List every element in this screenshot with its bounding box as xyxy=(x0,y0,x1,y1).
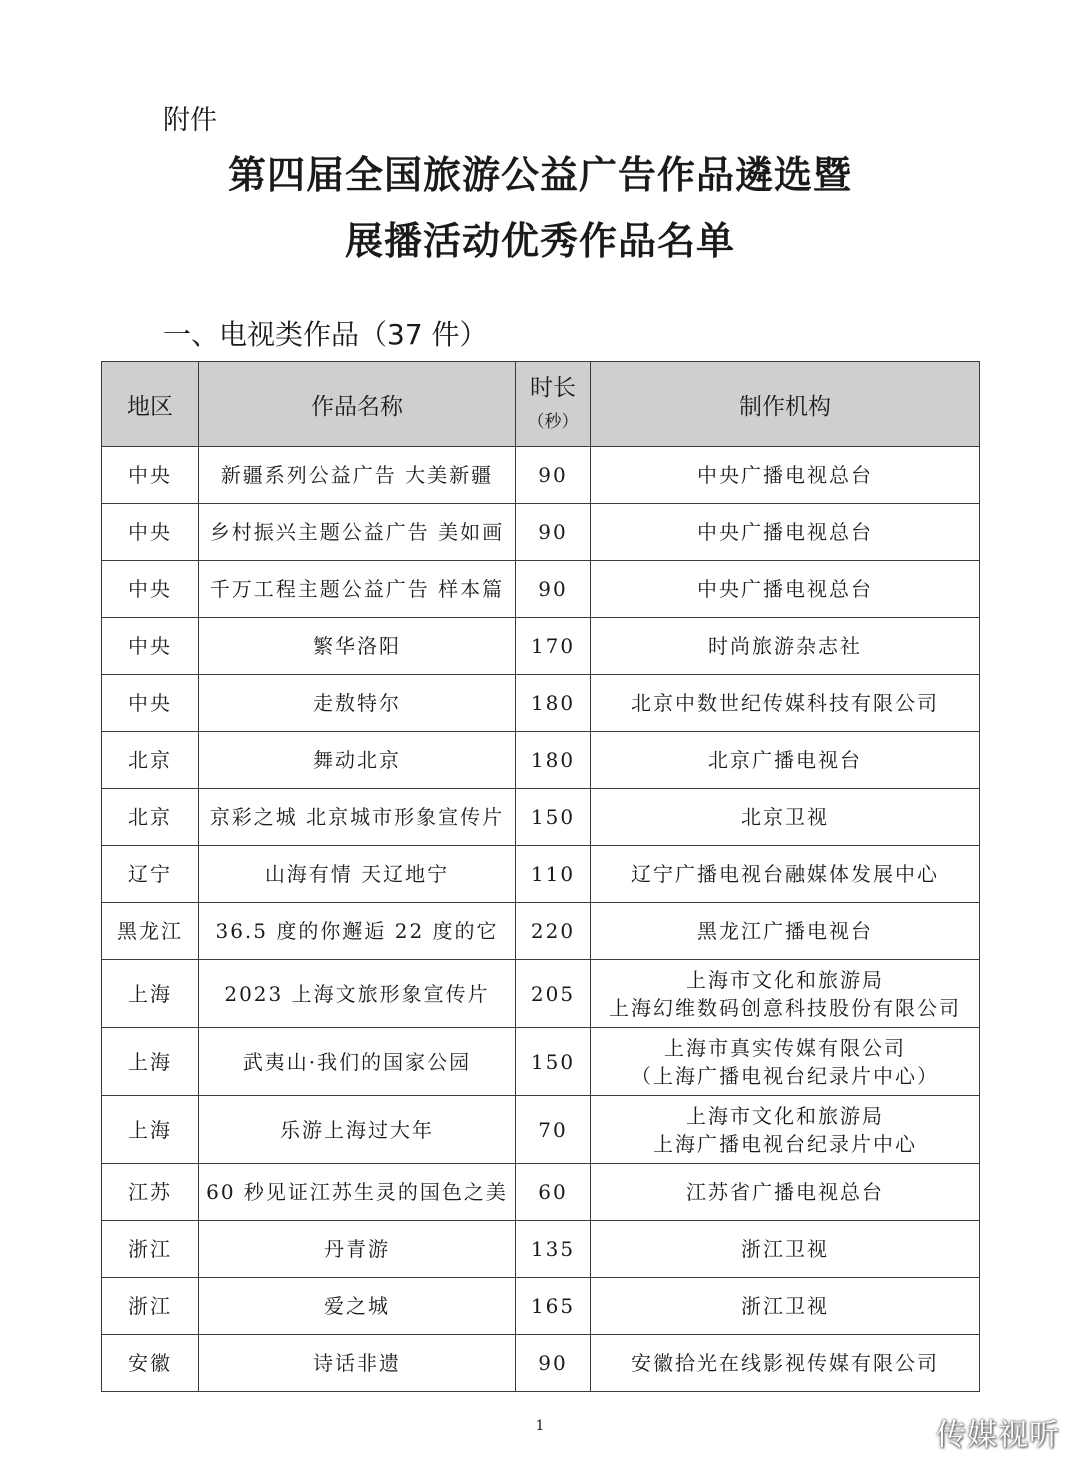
table-row xyxy=(102,447,980,504)
cell-name: 爱之城 xyxy=(199,1278,516,1335)
cell-org-line: 安徽拾光在线影视传媒有限公司 xyxy=(631,1351,939,1375)
cell-name: 36.5 度的你邂逅 22 度的它 xyxy=(199,903,516,960)
cell-org xyxy=(591,732,980,789)
cell-org xyxy=(591,1028,980,1096)
cell-region: 辽宁 xyxy=(102,846,199,903)
cell-duration: 150 xyxy=(516,1028,591,1096)
cell-org-line: 上海广播电视台纪录片中心 xyxy=(653,1131,917,1156)
cell-duration: 90 xyxy=(516,447,591,504)
header-duration-label: 时长 xyxy=(530,375,576,401)
cell-org xyxy=(591,1221,980,1278)
cell-duration: 60 xyxy=(516,1164,591,1221)
table-row xyxy=(102,1335,980,1392)
cell-org-line: 上海市文化和旅游局 xyxy=(686,967,884,992)
cell-name: 舞动北京 xyxy=(199,732,516,789)
cell-duration: 180 xyxy=(516,675,591,732)
cell-duration: 205 xyxy=(516,960,591,1028)
cell-name: 丹青游 xyxy=(199,1221,516,1278)
table-row xyxy=(102,789,980,846)
table-row xyxy=(102,960,980,1028)
header-name: 作品名称 xyxy=(199,362,516,447)
table-row xyxy=(102,1278,980,1335)
cell-org-line: 江苏省广播电视总台 xyxy=(686,1180,884,1204)
table-row xyxy=(102,1028,980,1096)
cell-name: 武夷山·我们的国家公园 xyxy=(199,1028,516,1096)
table-row xyxy=(102,1164,980,1221)
cell-name: 乡村振兴主题公益广告 美如画 xyxy=(199,504,516,561)
cell-org xyxy=(591,1278,980,1335)
cell-org xyxy=(591,618,980,675)
cell-duration: 165 xyxy=(516,1278,591,1335)
cell-org xyxy=(591,1164,980,1221)
cell-org-line: 上海幻维数码创意科技股份有限公司 xyxy=(609,995,961,1020)
table-row xyxy=(102,504,980,561)
cell-name: 千万工程主题公益广告 样本篇 xyxy=(199,561,516,618)
cell-org-line: 中央广播电视总台 xyxy=(697,463,873,487)
cell-org-line: 北京中数世纪传媒科技有限公司 xyxy=(631,691,939,715)
cell-org xyxy=(591,789,980,846)
cell-org-line: 上海市真实传媒有限公司 xyxy=(664,1035,906,1060)
cell-duration: 150 xyxy=(516,789,591,846)
document-title-line-1: 第四届全国旅游公益广告作品遴选暨 xyxy=(227,152,852,197)
cell-org xyxy=(591,1335,980,1392)
document-title-line-2: 展播活动优秀作品名单 xyxy=(344,218,735,263)
cell-region: 安徽 xyxy=(102,1335,199,1392)
cell-duration: 135 xyxy=(516,1221,591,1278)
cell-duration: 220 xyxy=(516,903,591,960)
cell-region: 浙江 xyxy=(102,1221,199,1278)
cell-org-line: 辽宁广播电视台融媒体发展中心 xyxy=(631,862,939,886)
attachment-label: 附件 xyxy=(163,105,217,136)
page-number: 1 xyxy=(535,1418,545,1434)
table-row xyxy=(102,903,980,960)
cell-org xyxy=(591,675,980,732)
cell-org-line: 北京卫视 xyxy=(741,805,829,829)
cell-region: 上海 xyxy=(102,1028,199,1096)
cell-org-line: 黑龙江广播电视台 xyxy=(697,919,873,943)
cell-name: 繁华洛阳 xyxy=(199,618,516,675)
cell-org xyxy=(591,504,980,561)
watermark: 传媒视听 xyxy=(936,1418,1060,1453)
cell-region: 北京 xyxy=(102,789,199,846)
cell-name: 乐游上海过大年 xyxy=(199,1096,516,1164)
cell-org xyxy=(591,1096,980,1164)
cell-name: 山海有情 天辽地宁 xyxy=(199,846,516,903)
cell-name: 新疆系列公益广告 大美新疆 xyxy=(199,447,516,504)
cell-org-line: （上海广播电视台纪录片中心） xyxy=(631,1063,939,1088)
table-row xyxy=(102,618,980,675)
cell-region: 中央 xyxy=(102,561,199,618)
cell-region: 上海 xyxy=(102,1096,199,1164)
table-row xyxy=(102,675,980,732)
cell-region: 中央 xyxy=(102,504,199,561)
cell-org-line: 上海市文化和旅游局 xyxy=(686,1103,884,1128)
cell-name: 2023 上海文旅形象宣传片 xyxy=(199,960,516,1028)
cell-region: 江苏 xyxy=(102,1164,199,1221)
header-duration-unit: （秒） xyxy=(527,412,579,432)
cell-org xyxy=(591,846,980,903)
header-org: 制作机构 xyxy=(591,362,980,447)
cell-org-line: 浙江卫视 xyxy=(741,1294,829,1318)
section-heading: 一、电视类作品（37 件） xyxy=(163,318,488,351)
cell-region: 中央 xyxy=(102,447,199,504)
cell-org xyxy=(591,447,980,504)
cell-duration: 70 xyxy=(516,1096,591,1164)
cell-duration: 90 xyxy=(516,561,591,618)
header-region: 地区 xyxy=(102,362,199,447)
cell-org-line: 时尚旅游杂志社 xyxy=(708,634,862,658)
cell-org xyxy=(591,960,980,1028)
cell-region: 中央 xyxy=(102,675,199,732)
cell-org-line: 北京广播电视台 xyxy=(708,748,862,772)
table-body xyxy=(102,447,980,1392)
cell-name: 诗话非遗 xyxy=(199,1335,516,1392)
table-row xyxy=(102,732,980,789)
cell-region: 北京 xyxy=(102,732,199,789)
cell-org xyxy=(591,903,980,960)
table-row xyxy=(102,1096,980,1164)
cell-duration: 110 xyxy=(516,846,591,903)
cell-duration: 180 xyxy=(516,732,591,789)
cell-name: 走敖特尔 xyxy=(199,675,516,732)
cell-region: 中央 xyxy=(102,618,199,675)
table-header-row xyxy=(102,362,980,447)
cell-name: 京彩之城 北京城市形象宣传片 xyxy=(199,789,516,846)
cell-duration: 90 xyxy=(516,1335,591,1392)
works-table xyxy=(101,361,980,1392)
table-row xyxy=(102,1221,980,1278)
table-row xyxy=(102,561,980,618)
table-row xyxy=(102,846,980,903)
cell-region: 浙江 xyxy=(102,1278,199,1335)
cell-org-line: 中央广播电视总台 xyxy=(697,577,873,601)
cell-org-line: 浙江卫视 xyxy=(741,1237,829,1261)
header-duration xyxy=(516,362,591,447)
cell-org-line: 中央广播电视总台 xyxy=(697,520,873,544)
cell-org xyxy=(591,561,980,618)
cell-region: 黑龙江 xyxy=(102,903,199,960)
cell-duration: 170 xyxy=(516,618,591,675)
cell-duration: 90 xyxy=(516,504,591,561)
cell-name: 60 秒见证江苏生灵的国色之美 xyxy=(199,1164,516,1221)
cell-region: 上海 xyxy=(102,960,199,1028)
